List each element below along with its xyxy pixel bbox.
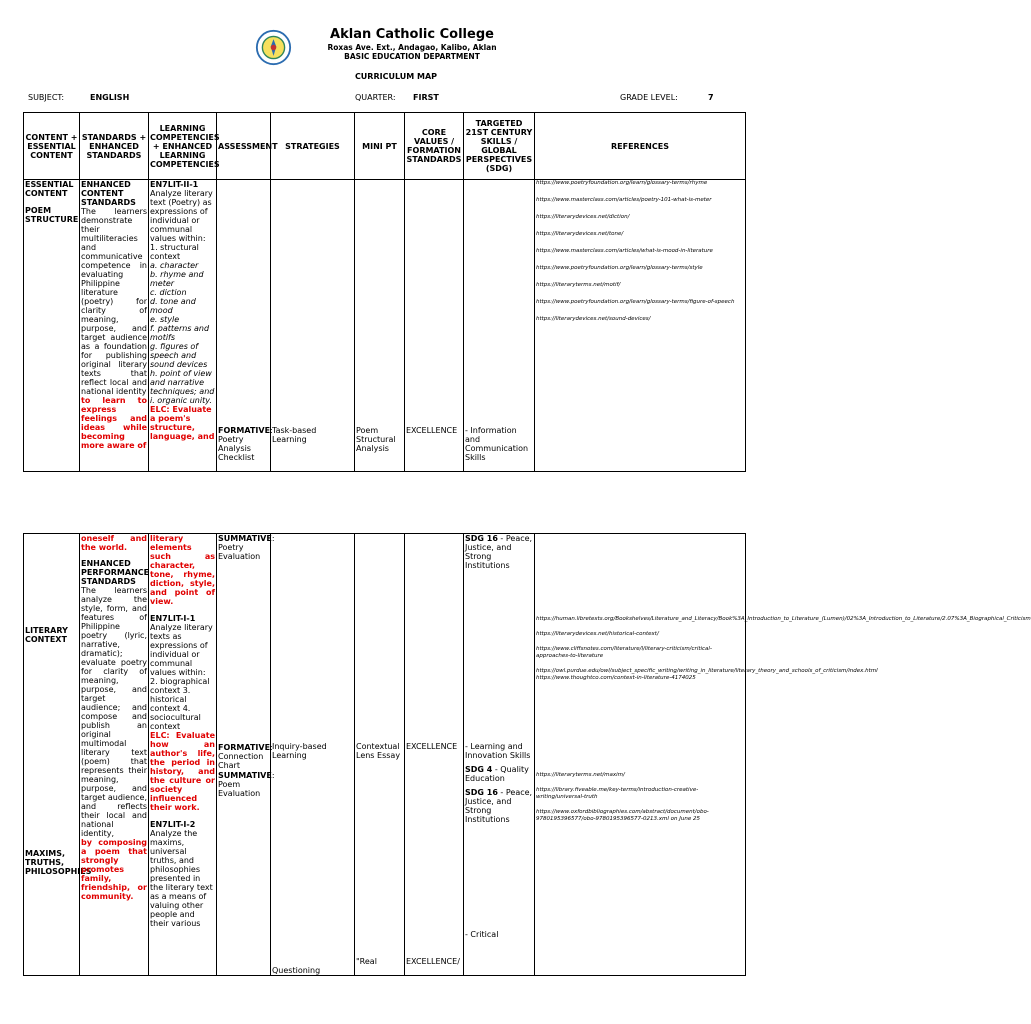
assessment-text: : Poetry Evaluation xyxy=(218,534,275,561)
formative-label: FORMATIVE xyxy=(218,743,271,752)
col-core-values: CORE VALUES / FORMATION STANDARDS xyxy=(405,113,464,180)
col-assessment: ASSESSMENT xyxy=(217,113,271,180)
reference-link[interactable]: https://human.libretexts.org/Bookshelves/Literature_and_Literacy/Book%3A_Introduction_to_Literature_(Lumen)/02%3A_Introduction_to_Literature/2.07%3A_Biographical_Criticism xyxy=(536,616,1031,622)
references-cell xyxy=(535,534,1031,976)
strategy-text: Inquiry-based Learning xyxy=(272,742,327,760)
strategies-cell xyxy=(271,534,355,976)
performance-standard-text: The learners analyze the style, form, and features of Philippine poetry (lyric, narrative, dramatic); evaluate poetry for clarity of meaning, purpose, and target audience; and compose and publish an original multimodal literary text (poem) that represents their meaning, purpose, and target audience, and reflects their local and national identity, xyxy=(81,586,147,838)
enhanced-competency-text: ELC: Evaluate how an author's life, the period in history, and the culture or society influenced their work. xyxy=(150,731,215,812)
competency-item: d. tone and mood xyxy=(150,297,196,315)
quarter-label: QUARTER: xyxy=(355,93,396,102)
summative-label: SUMMATIVE xyxy=(218,534,272,543)
competency-text-2: Analyze the maxims, universal truths, and philosophies presented in the literary text as a means of valuing other people and their various xyxy=(150,829,213,928)
enhanced-standard-text: to learn to express feelings and ideas while becoming more aware of xyxy=(81,396,147,450)
mini-pt-text: Contextual Lens Essay xyxy=(356,742,401,760)
enhanced-content-standards-heading: ENHANCED CONTENT STANDARDS xyxy=(81,180,136,207)
sdg-16-label: SDG 16 xyxy=(465,534,498,543)
reference-link[interactable]: https://www.poetryfoundation.org/learn/glossary-terms/figure-of-speech xyxy=(536,299,735,305)
competency-item: g. figures of speech and sound devices xyxy=(150,342,208,369)
competency-code: EN7LIT-I-1 xyxy=(150,614,196,623)
enhanced-performance-text: by composing a poem that strongly promotes family, friendship, or community. xyxy=(81,838,147,901)
school-address: Roxas Ave. Ext., Andagao, Kalibo, Aklan xyxy=(327,43,497,52)
col-strategies: STRATEGIES xyxy=(271,113,355,180)
enhanced-competency-continued: literary elements such as character, tone, rhyme, diction, style, and point of view. xyxy=(150,534,215,606)
enhanced-performance-standards-heading: ENHANCED PERFORMANCE STANDARDS xyxy=(81,559,150,586)
school-name: Aklan Catholic College xyxy=(330,27,494,42)
content-cell xyxy=(24,534,92,976)
targeted-skill-text-2: - Critical xyxy=(465,930,499,939)
core-values-cell xyxy=(405,534,464,976)
targeted-skills-cell xyxy=(464,180,535,472)
poem-structure-label: POEM STRUCTURE xyxy=(25,206,79,224)
targeted-skill-text: - Information and Communication Skills xyxy=(465,426,529,462)
grade-value: 7 xyxy=(708,93,714,102)
content-standard-text: The learners demonstrate their multiliteracies and communicative competence in evaluating Philippine literature (poetry) for clarity of meaning, purpose, and target audience as a foundation for publishing original literary texts that reflect local and national identity xyxy=(81,207,147,396)
targeted-skill-text: - Learning and Innovation Skills xyxy=(465,742,531,760)
core-values-cell xyxy=(405,180,464,472)
sdg-4-label: SDG 4 xyxy=(465,765,493,774)
sdg-16-label: SDG 16 xyxy=(465,788,498,797)
assessment-text: : Poem Evaluation xyxy=(218,771,275,798)
competencies-cell xyxy=(149,534,217,976)
reference-link[interactable]: https://literarydevices.net/historical-context/ xyxy=(536,631,659,637)
enhanced-standard-continued: oneself and the world. xyxy=(81,534,147,552)
summative-label: SUMMATIVE xyxy=(218,771,272,780)
core-value-text-2: EXCELLENCE/ xyxy=(406,957,460,966)
curriculum-table-page-2 xyxy=(23,533,1031,976)
references-cell xyxy=(535,180,746,472)
reference-link[interactable]: https://literarydevices.net/diction/ xyxy=(536,214,630,220)
competency-item: c. diction xyxy=(150,288,187,297)
reference-link[interactable]: https://literaryterms.net/motif/ xyxy=(536,282,621,288)
quarter-value: FIRST xyxy=(413,93,439,102)
assessment-cell xyxy=(217,180,271,472)
literary-context-label: LITERARY CONTEXT xyxy=(25,626,68,644)
content-cell xyxy=(24,180,80,472)
reference-link[interactable]: https://literarydevices.net/tone/ xyxy=(536,231,624,237)
col-references: REFERENCES xyxy=(535,113,746,180)
assessment-text: : Poetry Analysis Checklist xyxy=(218,426,273,462)
reference-link[interactable]: https://owl.purdue.edu/owl/subject_specific_writing/writing_in_literature/literary_theory_and_schools_of_criticism/index.html xyxy=(536,668,878,674)
strategy-text: Task-based Learning xyxy=(272,426,317,444)
sdg-4-text: - Quality Education xyxy=(465,765,529,783)
competency-item: e. style xyxy=(150,315,180,324)
core-value-text: EXCELLENCE xyxy=(406,426,458,435)
reference-link[interactable]: https://www.masterclass.com/articles/poetry-101-what-is-meter xyxy=(536,197,712,203)
subject-label: SUBJECT: xyxy=(28,93,65,102)
department-name: BASIC EDUCATION DEPARTMENT xyxy=(344,52,480,61)
reference-link[interactable]: https://library.fiveable.me/key-terms/introduction-creative-writing/universal-truth xyxy=(536,787,699,800)
col-targeted-skills: TARGETED 21ST CENTURY SKILLS / GLOBAL PERSPECTIVES (SDG) xyxy=(464,113,535,180)
mini-pt-text-2: "Real xyxy=(356,957,377,966)
reference-link[interactable]: https://www.poetryfoundation.org/learn/glossary-terms/style xyxy=(536,265,703,271)
col-competencies: LEARNING COMPETENCIES + ENHANCED LEARNING COMPETENCIES xyxy=(149,113,217,180)
mini-pt-cell xyxy=(355,534,405,976)
reference-link[interactable]: https://www.thoughtco.com/context-in-literature-4174025 xyxy=(536,675,696,681)
assessment-text: : Connection Chart xyxy=(218,743,273,770)
reference-link[interactable]: https://literarydevices.net/sound-devices/ xyxy=(536,316,651,322)
competency-code: EN7LIT-II-1 xyxy=(150,180,199,189)
subject-value: ENGLISH xyxy=(90,93,130,102)
reference-link[interactable]: https://www.oxfordbibliographies.com/abstract/document/obo-9780195396577/obo-9780195396577-0213.xml on June 25 xyxy=(536,809,709,822)
sdg-16-text: - Peace, Justice, and Strong Institutions xyxy=(465,534,533,570)
competency-text: Analyze literary texts as expressions of individual or communal values within: 2. biographical context 3. historical context 4. sociocultural context xyxy=(150,623,213,731)
reference-link[interactable]: https://www.cliffsnotes.com/literature/l/literary-criticism/critical-approaches-to-literature xyxy=(536,646,712,659)
strategies-cell xyxy=(271,180,355,472)
essential-content-label: ESSENTIAL CONTENT xyxy=(25,180,74,198)
competency-item: b. rhyme and meter xyxy=(150,270,204,288)
core-value-text: EXCELLENCE xyxy=(406,742,458,751)
sdg-16-text: - Peace, Justice, and Strong Institutions xyxy=(465,788,533,824)
formative-label: FORMATIVE xyxy=(218,426,271,435)
maxims-truths-label: MAXIMS, TRUTHS, PHILOSOPHIES xyxy=(25,849,92,876)
document-title: CURRICULUM MAP xyxy=(354,72,438,81)
reference-link[interactable]: https://www.masterclass.com/articles/what-is-mood-in-literature xyxy=(536,248,713,254)
competency-text: Analyze literary text (Poetry) as expressions of individual or communal values within: 1. structural context xyxy=(150,189,213,261)
competencies-cell xyxy=(149,180,217,472)
col-content: CONTENT + ESSENTIAL CONTENT xyxy=(24,113,80,180)
col-standards: STANDARDS + ENHANCED STANDARDS xyxy=(80,113,149,180)
assessment-cell xyxy=(217,534,275,976)
mini-pt-cell xyxy=(355,180,405,472)
competency-code-2: EN7LIT-I-2 xyxy=(150,820,196,829)
col-mini-pt: MINI PT xyxy=(355,113,405,180)
grade-label: GRADE LEVEL: xyxy=(620,93,678,102)
reference-link[interactable]: https://www.poetryfoundation.org/learn/glossary-terms/rhyme xyxy=(536,180,708,186)
standards-cell xyxy=(80,534,149,976)
competency-item: i. organic unity. xyxy=(150,396,212,405)
competency-item: f. patterns and motifs xyxy=(150,324,210,342)
targeted-skills-cell xyxy=(464,534,535,976)
competency-item: h. point of view and narrative techniques; and xyxy=(150,369,215,396)
curriculum-table-page-1 xyxy=(23,112,746,472)
reference-link[interactable]: https://literaryterms.net/maxim/ xyxy=(536,772,625,778)
strategy-text-2: Questioning xyxy=(272,966,321,975)
competency-item: a. character xyxy=(150,261,199,270)
mini-pt-text: Poem Structural Analysis xyxy=(356,426,396,453)
enhanced-competency-text: ELC: Evaluate a poem's structure, language, and xyxy=(150,405,215,441)
standards-cell xyxy=(80,180,149,472)
